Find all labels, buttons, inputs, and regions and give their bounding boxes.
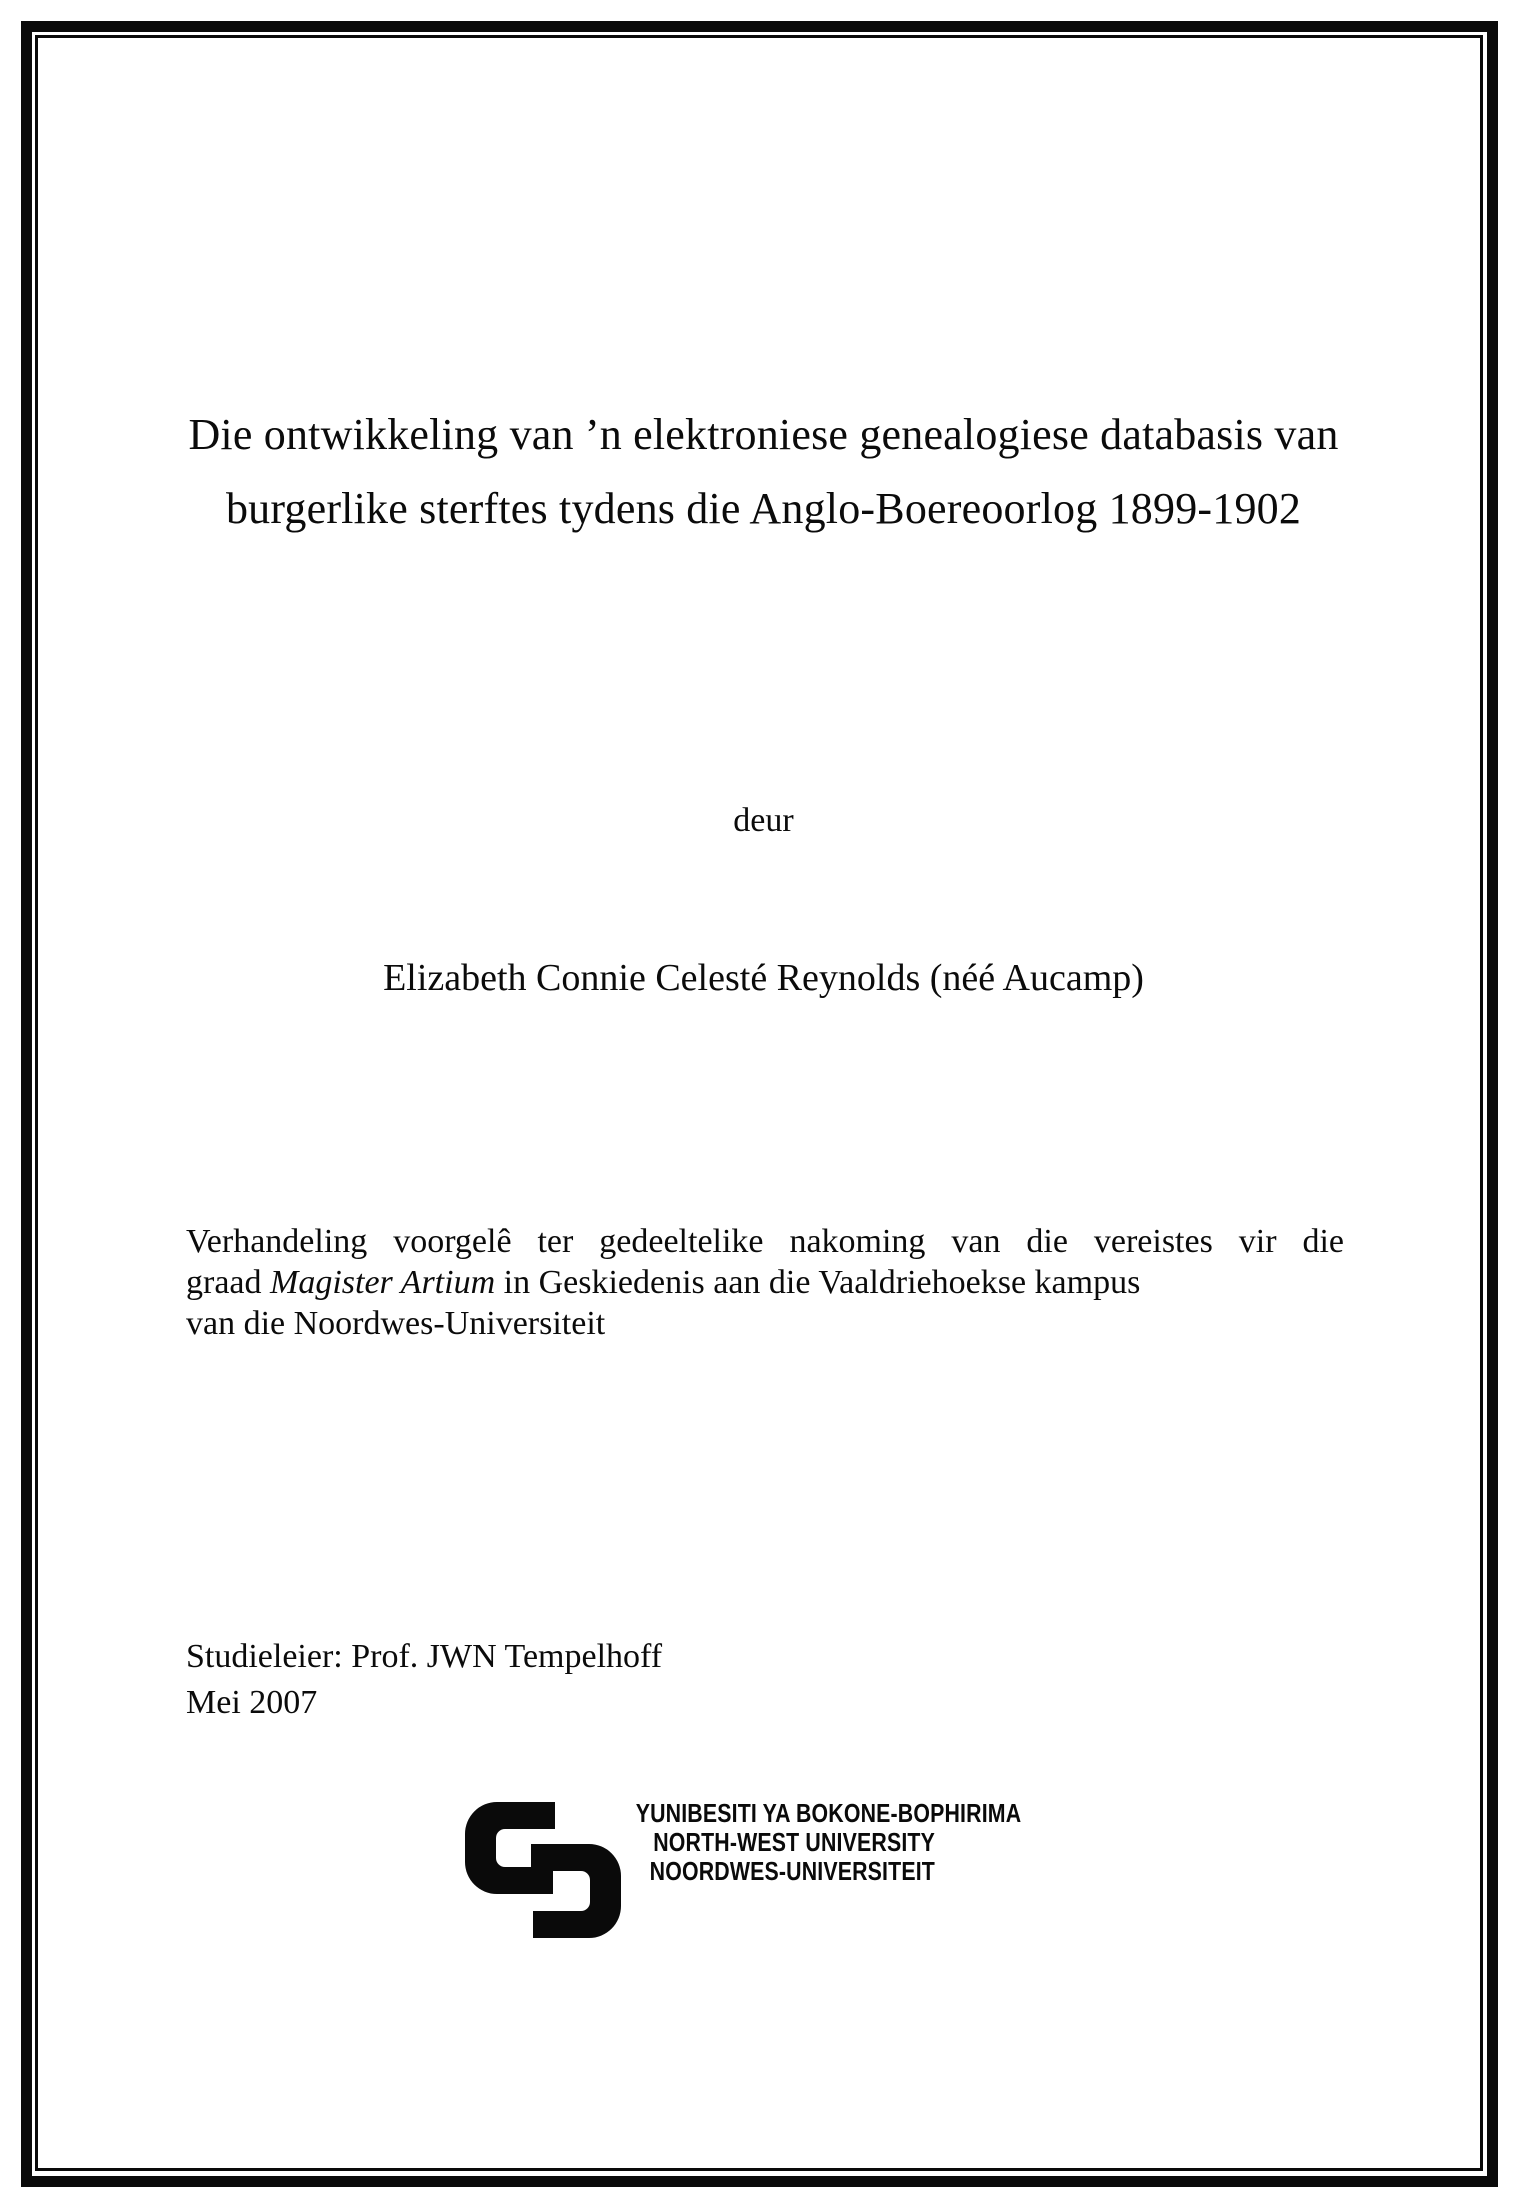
degree-statement-line2-pre: graad [186,1264,271,1301]
logo-line-setswana: YUNIBESITI YA BOKONE-BOPHIRIMA [635,1798,1022,1828]
thesis-title-line2: burgerlike sterftes tydens die Anglo-Boereoorlog 1899-1902 [225,484,1302,533]
degree-statement-line2 [186,1262,1344,1303]
university-logo-text [635,1798,1022,1886]
byline-deur: deur [733,802,794,839]
thesis-title-line1: Die ontwikkeling van ’n elektroniese genealogiese databasis van [188,410,1339,459]
supervisor-block [186,1634,662,1726]
degree-statement-line1: Verhandeling voorgelê ter gedeeltelike nakoming van die vereistes vir die [186,1223,1344,1260]
degree-statement-line3: van die Noordwes-Universiteit [186,1305,606,1342]
degree-statement [186,1221,1344,1344]
date-line: Mei 2007 [186,1684,318,1721]
degree-statement-line2-post: in Geskiedenis aan die Vaaldriehoekse kampus [495,1264,1141,1301]
logo-line-afrikaans: NOORDWES-UNIVERSITEIT [649,1856,935,1886]
author-name: Elizabeth Connie Celesté Reynolds (néé Aucamp) [383,957,1144,999]
degree-name-italic: Magister Artium [270,1264,496,1301]
nwu-chainlink-icon [465,1802,621,1940]
logo-line-english: NORTH-WEST UNIVERSITY [653,1827,935,1857]
university-logo [465,1795,1025,1945]
supervisor-line: Studieleier: Prof. JWN Tempelhoff [186,1638,663,1675]
thesis-title [120,398,1407,546]
